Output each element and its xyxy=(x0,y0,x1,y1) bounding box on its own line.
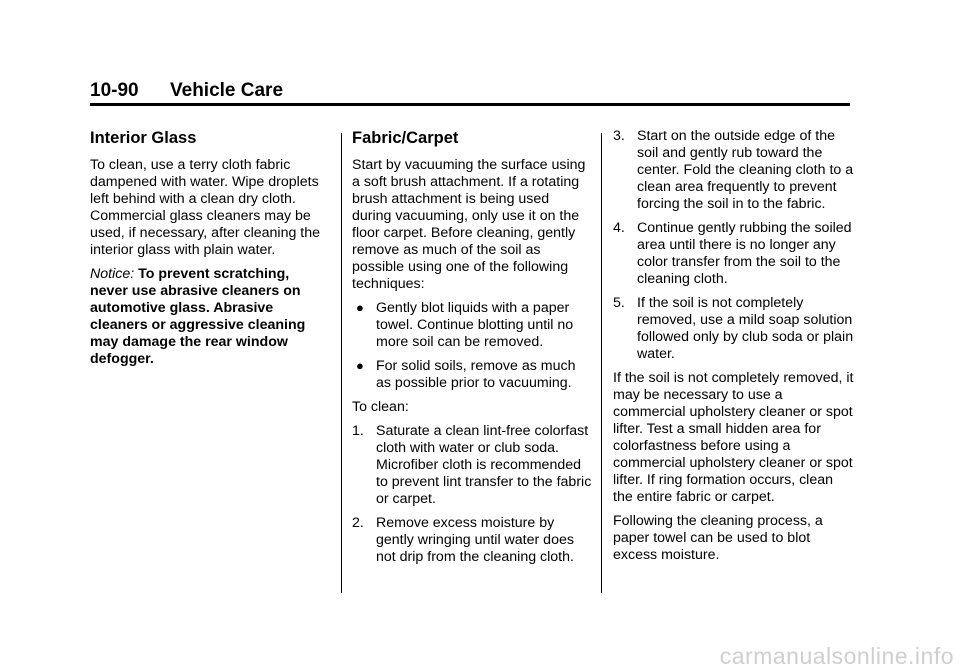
column-interior-glass xyxy=(90,128,330,375)
step-item xyxy=(352,423,592,508)
to-clean-label: To clean: xyxy=(352,399,409,415)
notice-text: To prevent scratching, never use abrasive cleaners on automotive glass. Abrasive cleaners or aggressive cleaning may damage the rear window defogger. xyxy=(90,266,306,367)
watermark: carmanualsonline.info xyxy=(719,643,954,669)
step-number: 5. xyxy=(613,295,625,311)
step-text: Saturate a clean lint-free colorfast cloth with water or club soda. Microfiber cloth is recommended to prevent lint transfer to the fabric or carpet. xyxy=(376,423,592,507)
list-item xyxy=(352,300,592,351)
step-text: If the soil is not completely removed, use a mild soap solution followed only by club soda or plain water. xyxy=(637,295,854,362)
step-item xyxy=(613,295,855,363)
step-item xyxy=(613,128,855,213)
step-number: 3. xyxy=(613,128,625,144)
bullet-icon: ● xyxy=(356,358,364,373)
step-number: 4. xyxy=(613,220,625,236)
fabric-carpet-heading: Fabric/Carpet xyxy=(352,129,459,147)
step-item xyxy=(352,515,592,566)
column-divider xyxy=(341,133,342,593)
section-title: Vehicle Care xyxy=(170,80,284,101)
notice xyxy=(90,266,330,368)
step-text: Start on the outside edge of the soil and gently rub toward the center. Fold the cleaning cloth to a clean area frequently to prevent forcing the soil in to the fabric. xyxy=(637,128,854,212)
step-text: Continue gently rubbing the soiled area until there is no longer any color transfer from the soil to the cleaning cloth. xyxy=(637,220,852,287)
step-number: 1. xyxy=(352,423,364,439)
column-fabric-carpet xyxy=(352,128,592,573)
step-number: 2. xyxy=(352,515,364,531)
step-text: Remove excess moisture by gently wringing until water does not drip from the cleaning cloth. xyxy=(376,515,574,565)
bullet-text: Gently blot liquids with a paper towel. Continue blotting until no more soil can be removed. xyxy=(376,300,574,350)
column-divider xyxy=(601,133,602,593)
notice-label: Notice: xyxy=(90,266,135,282)
fabric-intro: Start by vacuuming the surface using a soft brush attachment. If a rotating brush attachment is being used during vacuuming, only use it on the floor carpet. Before cleaning, gently remove as much of the soil as possible using one of the following techniques: xyxy=(352,157,586,292)
column-fabric-carpet-continued xyxy=(613,128,855,571)
header-rule xyxy=(90,103,850,106)
interior-glass-heading: Interior Glass xyxy=(90,129,197,147)
list-item xyxy=(352,358,592,392)
page-number: 10-90 xyxy=(90,80,139,101)
interior-glass-body: To clean, use a terry cloth fabric dampened with water. Wipe droplets left behind with a clean dry cloth. Commercial glass cleaners may be used, if necessary, after cleaning the interior glass with plain water. xyxy=(90,157,321,258)
step-item xyxy=(613,220,855,288)
bullet-icon: ● xyxy=(356,300,364,315)
bullet-text: For solid soils, remove as much as possible prior to vacuuming. xyxy=(376,358,576,391)
paragraph-after-steps: If the soil is not completely removed, it may be necessary to use a commercial upholstery cleaner or spot lifter. Test a small hidden area for colorfastness before using a commercial upholstery cleaner or spot lifter. If ring formation occurs, clean the entire fabric or carpet. xyxy=(613,370,854,505)
paragraph-final: Following the cleaning process, a paper towel can be used to blot excess moisture. xyxy=(613,513,823,563)
